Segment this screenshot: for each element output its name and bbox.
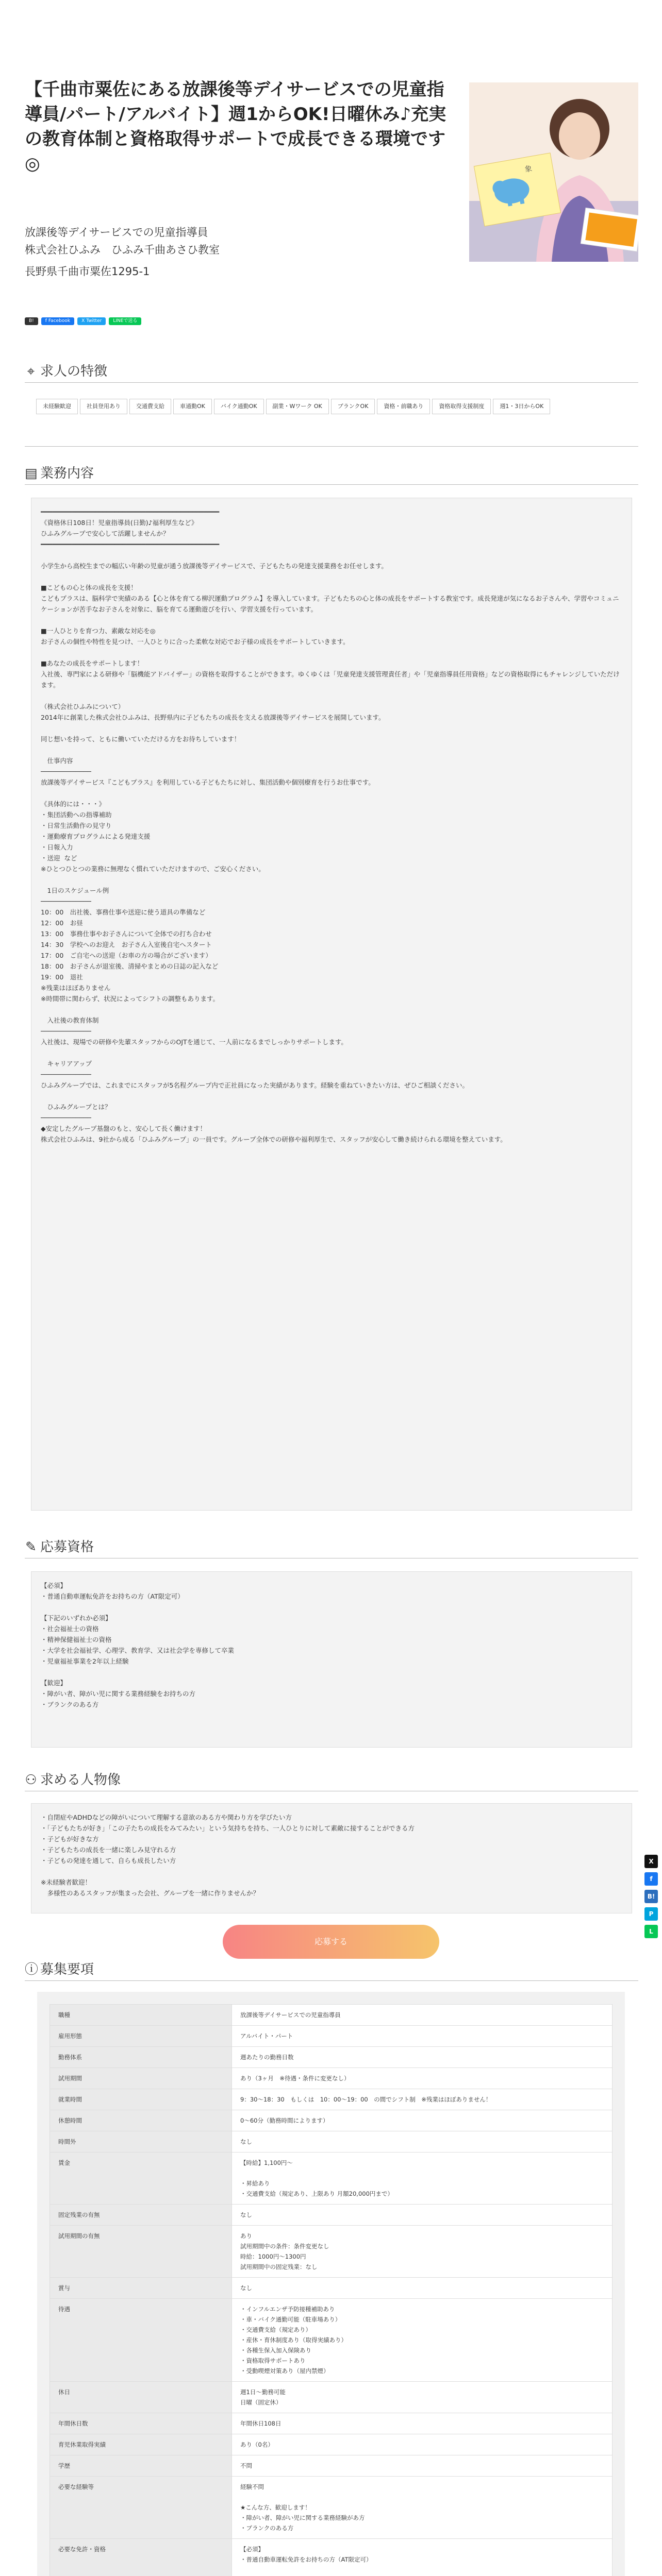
requirements-row <box>50 2413 613 2434</box>
qualifications-text: 【必須】 ・普通自動車運転免許をお持ちの方（AT限定可） 【下記のいずれか必須】 ・社会福祉士の資格 ・精神保健福祉士の資格 ・大学を社会福祉学、心理学、教育学、又は社会学を専修して卒業 ・児童福祉事業を2年以上経験 【歓迎】 ・障がい者、障がい児に関する業務経験をお持ちの方 ・ブランクのある方 <box>41 1582 235 1708</box>
feature-tag: 副業・Wワーク OK <box>266 399 329 414</box>
feature-tag: 資格取得支援制度 <box>432 399 491 414</box>
requirement-label: 必要な免許・資格 <box>50 2539 232 2576</box>
requirement-value: 週1日～勤務可能 日曜（固定休） <box>232 2382 613 2413</box>
requirements-row <box>50 2089 613 2110</box>
requirement-value: 【必須】 ・普通自動車運転免許をお持ちの方（AT限定可） <box>232 2539 613 2576</box>
requirements-table <box>49 2004 613 2576</box>
feature-tag: 車通勤OK <box>173 399 212 414</box>
requirement-label: 休日 <box>50 2382 232 2413</box>
feature-tag: バイク通勤OK <box>214 399 264 414</box>
requirement-value: 経験不問 ★こんな方、歓迎します！ ・障がい者、障がい児に関する業務経験があ方 ・ブランクのある方 <box>232 2477 613 2539</box>
divider <box>25 484 638 485</box>
requirement-label: 休憩時間 <box>50 2110 232 2131</box>
job-address: 長野県千曲市粟佐1295-1 <box>25 265 150 278</box>
requirement-value: 0～60分（勤務時間によります） <box>232 2110 613 2131</box>
requirement-value: 【時給】1,100円～ ・昇給あり ・交通費支給（規定あり、上限あり 月額20,000円まで） <box>232 2153 613 2205</box>
requirements-row <box>50 2226 613 2278</box>
divider <box>25 1980 638 1981</box>
tag-icon: ⌖ <box>27 364 35 379</box>
side-share-icon[interactable]: f <box>644 1872 658 1886</box>
requirements-row <box>50 2153 613 2205</box>
side-share-icon[interactable]: L <box>644 1925 658 1938</box>
qualifications-heading: ✎ 応募資格 <box>25 1539 94 1555</box>
requirement-value: なし <box>232 2131 613 2153</box>
feature-tag: 未経験歓迎 <box>36 399 78 414</box>
feature-tag: ブランクOK <box>331 399 375 414</box>
requirement-value: 放課後等デイサービスでの児童指導員 <box>232 2005 613 2026</box>
pencil-icon: ✎ <box>25 1539 37 1555</box>
requirement-label: 職種 <box>50 2005 232 2026</box>
company-name: 株式会社ひふみ ひふみ千曲あさひ教室 <box>25 244 220 256</box>
requirement-value: ・インフルエンザ予防接種補助あり ・車・バイク通勤可能（駐車場あり） ・交通費支給（規定あり） ・産休・育休制度あり（取得実績あり） ・各種生保入加入保険あり ・資格取得サポートあり ・受動喫煙対策あり（屋内禁煙） <box>232 2299 613 2382</box>
requirement-label: 必要な経験等 <box>50 2477 232 2539</box>
requirement-label: 学歴 <box>50 2455 232 2477</box>
divider <box>25 382 638 383</box>
requirement-label: 賞与 <box>50 2278 232 2299</box>
requirement-value: 不問 <box>232 2455 613 2477</box>
requirements-row <box>50 2455 613 2477</box>
requirements-row <box>50 2299 613 2382</box>
share-button[interactable]: LINEで送る <box>109 317 141 325</box>
feature-tag: 資格・前職あり <box>377 399 430 414</box>
requirement-value: 週あたりの勤務日数 <box>232 2047 613 2068</box>
requirement-value: アルバイト・パート <box>232 2026 613 2047</box>
requirement-label: 試用期間の有無 <box>50 2226 232 2278</box>
people-icon: ⚇ <box>25 1772 37 1788</box>
requirements-row <box>50 2068 613 2089</box>
ideal-box <box>31 1803 632 1913</box>
requirement-value: 9：30～18：30 もしくは 10：00～19：00 の間でシフト制 ※残業はほぼありません！ <box>232 2089 613 2110</box>
requirement-label: 待遇 <box>50 2299 232 2382</box>
requirements-row <box>50 2026 613 2047</box>
hero-image <box>469 82 638 262</box>
document-icon: ▤ <box>25 466 38 481</box>
requirements-row <box>50 2539 613 2576</box>
ideal-heading: ⚇ 求める人物像 <box>25 1772 121 1788</box>
job-content-heading: ▤ 業務内容 <box>25 466 94 481</box>
divider <box>25 446 638 447</box>
requirements-heading: ⓘ 募集要項 <box>25 1959 94 1978</box>
requirements-row <box>50 2047 613 2068</box>
apply-button[interactable]: 応募する <box>223 1925 439 1959</box>
share-button[interactable]: f Facebook <box>41 317 74 325</box>
feature-tag: 交通費支給 <box>129 399 171 414</box>
requirement-label: 賃金 <box>50 2153 232 2205</box>
job-subinfo <box>25 224 220 280</box>
requirement-label: 就業時間 <box>50 2089 232 2110</box>
side-share-icon[interactable]: X <box>644 1855 658 1868</box>
ideal-text: ・自閉症やADHDなどの障がいについて理解する意欲のある方や関わり方を学びたい方 ・「子どもたちが好き」「この子たちの成長をみてみたい」という気持ちを持ち、一人ひとりに対して素敵に接することができる方 ・子どもが好きな方 ・子どもたちの成長を一緒に楽しみ見守れる方 ・子どもの発達を通して、自らも成長したい方 ※未経験者歓迎！ 多様性のあるスタッフが集まった会社、グループを一緒に作りませんか？ <box>41 1814 415 1897</box>
share-button[interactable]: X Twitter <box>77 317 106 325</box>
job-title: 【千曲市粟佐にある放課後等デイサービスでの児童指導員/パート/アルバイト】週1からOK!日曜休み♪充実の教育体制と資格取得サポートで成長できる環境です◎ <box>25 79 446 174</box>
svg-text:象: 象 <box>524 164 533 174</box>
qualifications-box <box>31 1571 632 1748</box>
requirement-label: 固定残業の有無 <box>50 2205 232 2226</box>
requirement-value: なし <box>232 2278 613 2299</box>
feature-tag: 社員登用あり <box>80 399 127 414</box>
info-icon: ⓘ <box>25 1962 39 1977</box>
requirement-label: 育児休業取得実績 <box>50 2434 232 2455</box>
requirement-label: 年間休日数 <box>50 2413 232 2434</box>
requirement-value: 年間休日108日 <box>232 2413 613 2434</box>
requirement-value: あり（3ヶ月 ※待遇・条件に変更なし） <box>232 2068 613 2089</box>
requirements-row <box>50 2382 613 2413</box>
requirements-row <box>50 2110 613 2131</box>
requirements-row <box>50 2205 613 2226</box>
feature-tag: 週1・3日からOK <box>493 399 550 414</box>
feature-tags <box>36 399 593 414</box>
requirement-label: 雇用形態 <box>50 2026 232 2047</box>
requirements-row <box>50 2278 613 2299</box>
share-button[interactable]: B! <box>25 317 38 325</box>
requirement-value: あり 試用期間中の条件：条件変更なし 時給：1000円～1300円 試用期間中の固定残業：なし <box>232 2226 613 2278</box>
requirements-row <box>50 2131 613 2153</box>
requirement-label: 勤務体系 <box>50 2047 232 2068</box>
requirement-value: あり（0名） <box>232 2434 613 2455</box>
requirements-row <box>50 2434 613 2455</box>
job-content-text: ━━━━━━━━━━━━━━━━━━━━━━━━━━━━━━━━━━━━━━━━━━━━━━ 《資格休日108日！児童指導員(日勤)♪福利厚生など》 ひふみグループで安心して活躍しませんか？ ━━━━━━━━━━━━━━━━━━━━━━━━━━━━━━━━━━━━━━━━━━━━━━ 小学生から高校生までの幅広い年齢の児童が通う放課後等デイサービスで、子どもたちの発達支援業務をお任せします。 ■こどもの心と体の成長を支援！ こどもプラスは、脳科学で実績のある【心と体を育てる柳沢運動プログラム】を導入しています。子どもたちの心と体の成長をサポートする教室です。成長発達が気になるお子さんや、学習やコミュニケーションが苦手なお子さんを対象に、脳を育てる運動遊びを行い、学習支援を行っています。 ■一人ひとりを育つ力、素敵な対応を◎ お子さんの個性や特性を見つけ、一人ひとりに合った柔軟な対応でお子様の成長をサポートしていきます。 ■あなたの成長をサポートします！ 入社後、専門家による研修や「脳機能アドバイザー」の資格を取得することができます。ゆくゆくは「児童発達支援管理責任者」や「児童指導員任用資格」などの資格取得にもチャレンジしていただけます。 （株式会社ひふみについて） 2014年に創業した株式会社ひふみは、長野県内に子どもたちの成長を支える放課後等デイサービスを展開しています。 同じ想いを持って、ともに働いていただける方をお待ちしています！ 仕事内容 ───────────── 放課後等デイサービス『こどもプラス』を利用している子どもたちに対し、集団活動や個別療育を行うお仕事です。 《具体的には・・・》 ・集団活動への指導補助 ・日常生活動作の見守り ・運動療育プログラムによる発達支援 ・日報入力 ・送迎 など ※ひとつひとつの業務に無理なく慣れていただけますので、ご安心ください。 1日のスケジュール例 ───────────── 10：00 出社後、事務仕事や送迎に使う道具の準備など 12：00 お昼 13：00 事務仕事やお子さんについて全体での打ち合わせ 14：30 学校へのお迎え お子さん入室後自宅へスタート 17：00 ご自宅への送迎（お車の方の場合がございます） 18：00 お子さんが退室後、清掃やまとめの日誌の記入など 19：00 退社 ※残業はほぼありません ※時間帯に関わらず、状況によってシフトの調整もあります。 入社後の教育体制 ───────────── 入社後は、現場での研修や先輩スタッフからのOJTを通じて、一人前になるまでしっかりサポートします。 キャリアアップ ───────────── ひふみグループでは、これまでにスタッフが5名程グループ内で正社員になった実績があります。経験を重ねていきたい方は、ぜひご相談ください。 ひふみグループとは？ ───────────── ◆安定したグループ基盤のもと、安心して長く働けます！ 株式会社ひふみは、9社から成る「ひふみグループ」の一員です。グループ全体での研修や福利厚生で、スタッフが安心して働き続けられる環境を整えています。 <box>41 508 620 1143</box>
job-type: 放課後等デイサービスでの児童指導員 <box>25 226 208 239</box>
requirement-label: 時間外 <box>50 2131 232 2153</box>
side-share-icon[interactable]: B! <box>644 1890 658 1903</box>
job-content-box <box>31 498 632 1511</box>
features-heading: ⌖ 求人の特徴 <box>25 361 107 380</box>
requirements-row <box>50 2477 613 2539</box>
staff-photo <box>469 82 638 262</box>
side-share-icon[interactable]: P <box>644 1907 658 1921</box>
floating-share-bar <box>644 1855 658 1938</box>
requirement-label: 試用期間 <box>50 2068 232 2089</box>
requirement-value: なし <box>232 2205 613 2226</box>
requirements-row <box>50 2005 613 2026</box>
share-bar <box>25 317 141 325</box>
